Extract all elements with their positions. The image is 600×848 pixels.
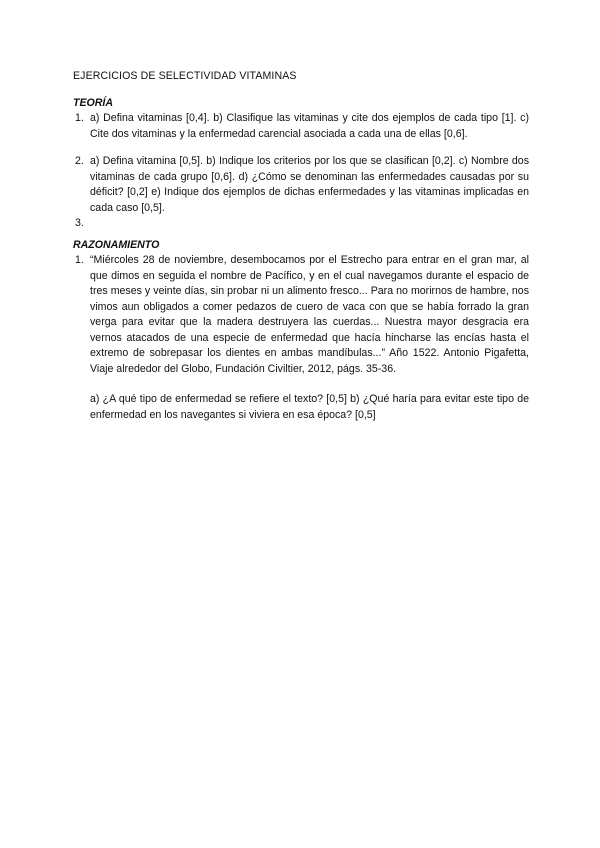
section-heading-razonamiento: RAZONAMIENTO (73, 238, 160, 251)
razonamiento-list (73, 253, 529, 423)
document-title: EJERCICIOS DE SELECTIVIDAD VITAMINAS (73, 70, 297, 82)
list-item (73, 253, 529, 423)
quote-text: “Miércoles 28 de noviembre, desembocamos por el Estrecho para entrar en el gran mar, al que dimos en seguida el nombre de Pacífico, y en el cual navegamos durante el espacio de tres meses y veinte días, sin probar ni un alimento fresco... Para no morirnos de hambre, nos vimos aun obligados a comer pedazos de cuero de vaca con que se había forrado la gran verga para evitar que la madera destruyera las cuerdas... Nuestra mayor desgracia era vernos atacados de una especie de enfermedad que hacía hincharse las encías hasta el extremo de sobrepasar los dientes en ambas mandíbulas...” Año 1522. Antonio Pigafetta, Viaje alrededor del Globo, Fundación Civiltier, 2012, págs. 35-36. (90, 254, 529, 375)
list-item (73, 111, 529, 142)
item-number: 2. (75, 155, 84, 167)
document-page (73, 69, 529, 423)
teoria-list (73, 111, 529, 232)
list-item (73, 216, 529, 232)
section-heading-teoria: TEORÍA (73, 96, 114, 109)
question-text: a) ¿A qué tipo de enfermedad se refiere el texto? [0,5] b) ¿Qué haría para evitar este tipo de enfermedad en los navegantes si viviera en esa época? [0,5] (90, 393, 529, 421)
item-number: 3. (75, 217, 84, 229)
item-text: a) Defina vitaminas [0,4]. b) Clasifique las vitaminas y cite dos ejemplos de cada tipo [1]. c) Cite dos vitaminas y la enfermedad carencial asociada a cada una de ellas [0,6]. (90, 112, 529, 140)
item-number: 1. (75, 112, 84, 124)
item-number: 1. (75, 254, 84, 266)
item-text (90, 217, 93, 229)
list-item (73, 154, 529, 216)
item-text: a) Defina vitamina [0,5]. b) Indique los criterios por los que se clasifican [0,2]. c) Nombre dos vitaminas de cada grupo [0,6]. d) ¿Cómo se denominan las enfermedades causadas por su déficit? [0,2] e) Indique dos ejemplos de dichas enfermedades y las vitaminas implicadas en cada caso [0,5]. (90, 155, 529, 214)
